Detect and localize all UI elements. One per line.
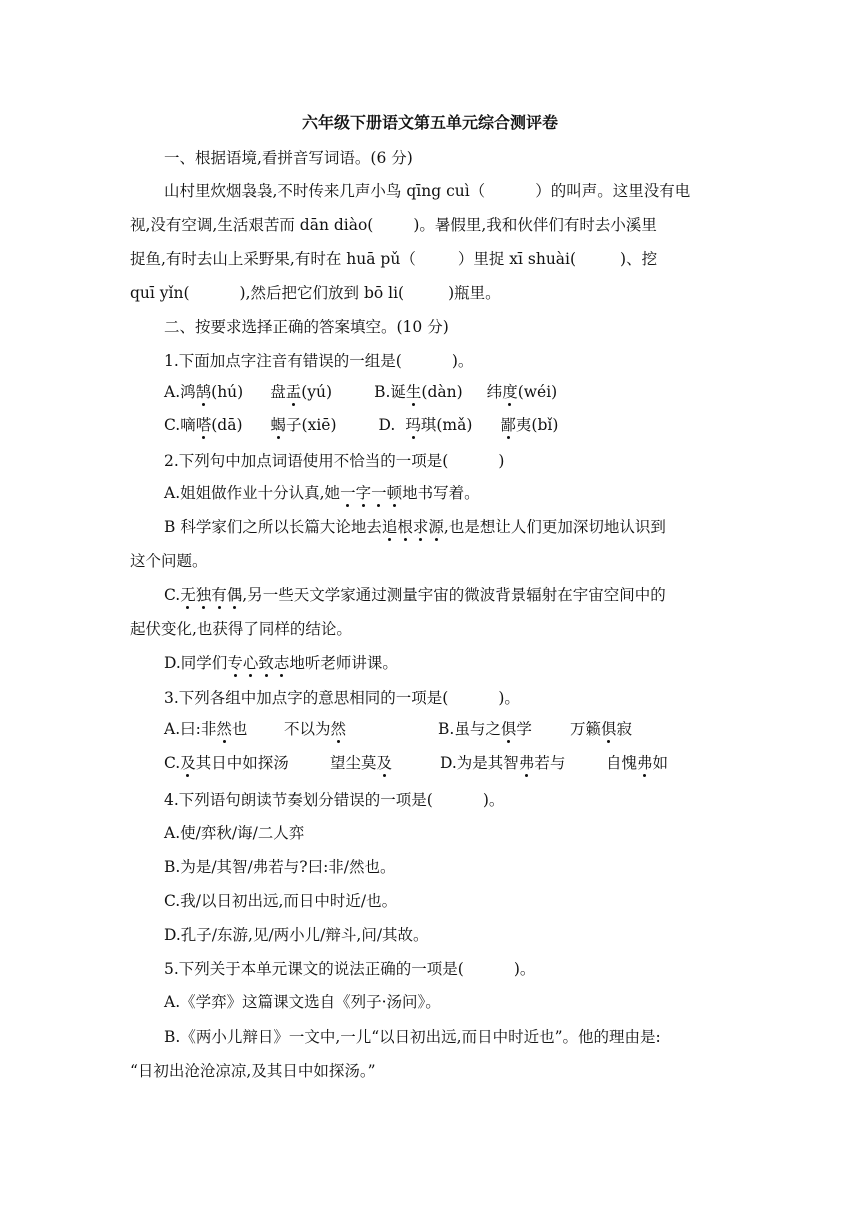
text-run: 视,没有空调,生活艰苦而 dān diào(	[130, 216, 374, 234]
option-b	[374, 381, 463, 403]
dotted-char: 盂	[285, 383, 302, 401]
text-run: B.虽与之	[438, 720, 501, 738]
dotted-char: 专	[227, 654, 243, 672]
q2-option-a	[164, 482, 480, 504]
option-d-2	[606, 752, 668, 774]
dotted-char: 一	[371, 484, 387, 502]
q2-option-b-cont: 这个问题。	[130, 552, 208, 570]
q5-stem	[164, 958, 535, 980]
text-run: 地书写着。	[402, 484, 480, 502]
text-run: (wéi)	[517, 383, 558, 401]
dotted-char: 度	[502, 383, 518, 401]
option-c-2	[271, 414, 337, 436]
section-2-heading: 二、按要求选择正确的答案填空。(10 分)	[164, 318, 449, 336]
text-run: A.姐姐做作业十分认真,她	[164, 484, 341, 502]
text-run: C.	[164, 586, 181, 604]
option-d	[379, 414, 473, 436]
text-run: 也	[231, 720, 248, 738]
q3-options-cd	[164, 752, 668, 774]
text-run: 琪(mǎ)	[420, 416, 473, 434]
text-run: 若与	[534, 754, 566, 772]
text-run: 自愧	[606, 754, 638, 772]
text-run: (hú)	[211, 383, 244, 401]
text-run: B 科学家们之所以长篇大论地去	[164, 518, 382, 536]
text-run: quī yǐn(	[130, 284, 190, 302]
q1-stem	[164, 350, 473, 372]
text-run: C.	[164, 754, 181, 772]
text-run: ,另一些天文学家通过测量宇宙的微波背景辐射在宇宙空间中的	[242, 586, 666, 604]
dotted-char: 蝎	[270, 416, 287, 434]
dotted-char: 俱	[601, 720, 617, 738]
q4-option-a: A.使/弈秋/诲/二人弈	[164, 824, 305, 842]
text-run: )。	[498, 689, 520, 707]
q2-option-b	[164, 516, 666, 538]
text-run: 山村里炊烟袅袅,不时传来几声小鸟 qīng cuì（	[164, 182, 486, 200]
text-run: )瓶里。	[448, 284, 501, 302]
dotted-char: 根	[397, 518, 413, 536]
option-a	[164, 381, 243, 403]
text-run: ）的叫声。这里没有电	[535, 182, 691, 200]
dotted-char: 无	[180, 586, 196, 604]
text-run: 如	[652, 754, 669, 772]
q1-options-ab	[164, 381, 557, 403]
text-run: 盘	[270, 383, 286, 401]
text-run: ),然后把它们放到 bō li(	[239, 284, 405, 302]
dotted-char: 字	[355, 484, 372, 502]
option-b	[438, 718, 570, 740]
doc-title: 六年级下册语文第五单元综合测评卷	[301, 113, 558, 132]
q4-stem	[164, 789, 504, 811]
text-run: 学	[516, 720, 532, 738]
dotted-char: 俱	[500, 720, 517, 738]
dotted-char: 求	[412, 518, 429, 536]
option-d	[440, 752, 606, 774]
text-run: 望尘莫	[330, 754, 377, 772]
s1-line-2	[130, 214, 657, 236]
text-run: A.曰:非	[164, 720, 217, 738]
option-a-2	[284, 718, 438, 740]
dotted-char: 心	[242, 654, 259, 672]
text-run: )	[498, 452, 505, 470]
s1-line-4	[130, 282, 501, 304]
q4-option-c: C.我/以日初出远,而日中时近/也。	[164, 892, 398, 910]
option-c	[164, 414, 243, 436]
dotted-char: 有	[211, 586, 227, 604]
dotted-char: 及	[376, 754, 393, 772]
q1-options-cd	[164, 414, 558, 436]
text-run: 3.下列各组中加点字的意思相同的一项是(	[164, 689, 449, 707]
text-run: )。	[482, 791, 505, 809]
text-run: 不以为	[284, 720, 331, 738]
q2-option-d	[164, 652, 398, 674]
text-run: 寂	[616, 720, 633, 738]
text-run: D.	[378, 416, 396, 434]
dotted-char: 生	[405, 383, 422, 401]
option-c	[164, 752, 330, 774]
q2-stem	[164, 450, 504, 472]
q3-options-ab	[164, 718, 632, 740]
s1-line-1	[164, 180, 690, 202]
text-run: D.同学们	[164, 654, 228, 672]
dotted-char: 源	[428, 518, 444, 536]
text-run: )。	[451, 352, 474, 370]
text-run: C.嘀	[164, 416, 196, 434]
q4-option-b: B.为是/其智/弗若与?曰:非/然也。	[164, 858, 396, 876]
text-run: 捉鱼,有时去山上采野果,有时在 huā pǔ（	[130, 250, 416, 268]
option-b-2	[570, 718, 632, 740]
option-c-2	[330, 752, 440, 774]
dotted-char: 嗒	[195, 416, 212, 434]
option-b-2	[487, 381, 558, 403]
text-run: B.诞	[374, 383, 406, 401]
dotted-char: 志	[273, 654, 290, 672]
dotted-char: 追	[381, 518, 398, 536]
q5-option-a: A.《学弈》这篇课文选自《列子·汤问》。	[164, 993, 441, 1011]
dotted-char: 一	[340, 484, 356, 502]
text-run: )。	[513, 960, 536, 978]
q2-option-c-cont: 起伏变化,也获得了同样的结论。	[130, 620, 352, 638]
text-run: (dàn)	[421, 383, 463, 401]
dotted-char: 及	[180, 754, 196, 772]
q5-option-b-cont: “日初出沧沧凉凉,及其日中如探汤。”	[130, 1062, 376, 1080]
text-run: D.为是其智	[440, 754, 519, 772]
dotted-char: 独	[195, 586, 212, 604]
dotted-char: 然	[330, 720, 347, 738]
dotted-char: 玛	[405, 416, 421, 434]
q4-option-d: D.孔子/东游,见/两小儿/辩斗,问/其故。	[164, 926, 429, 944]
dotted-char: 弗	[637, 754, 653, 772]
text-run: 地听老师讲课。	[289, 654, 398, 672]
text-run: 夷(bǐ)	[515, 416, 559, 434]
text-run: 子(xiē)	[286, 416, 337, 434]
q3-stem	[164, 687, 520, 709]
text-run: 纬	[486, 383, 503, 401]
q5-option-b: B.《两小儿辩日》一文中,一儿“以日初出远,而日中时近也”。他的理由是:	[164, 1028, 661, 1046]
text-run: 万籁	[570, 720, 602, 738]
option-a	[164, 718, 284, 740]
text-run: (yú)	[301, 383, 333, 401]
text-run: (dā)	[211, 416, 243, 434]
dotted-char: 致	[258, 654, 274, 672]
text-run: 2.下列句中加点词语使用不恰当的一项是(	[164, 452, 449, 470]
dotted-char: 鄙	[500, 416, 516, 434]
dotted-char: 偶	[226, 586, 243, 604]
text-run: ）里捉 xī shuài(	[457, 250, 577, 268]
q2-option-c	[164, 584, 666, 606]
text-run: ,也是想让人们更加深切地认识到	[443, 518, 666, 536]
section-1-heading: 一、根据语境,看拼音写词语。(6 分)	[164, 149, 413, 167]
option-a-2	[270, 381, 332, 403]
dotted-char: 鹄	[195, 383, 212, 401]
text-run: )。暑假里,我和伙伴们有时去小溪里	[413, 216, 657, 234]
text-run: )、挖	[620, 250, 658, 268]
option-d-2	[500, 414, 558, 436]
text-run: 其日中如探汤	[195, 754, 289, 772]
dotted-char: 顿	[386, 484, 403, 502]
text-run: A.鸿	[164, 383, 196, 401]
dotted-char: 然	[216, 720, 232, 738]
text-run: 5.下列关于本单元课文的说法正确的一项是(	[164, 960, 464, 978]
dotted-char: 弗	[518, 754, 535, 772]
text-run: 4.下列语句朗读节奏划分错误的一项是(	[164, 791, 433, 809]
s1-line-3	[130, 248, 657, 270]
text-run: 1.下面加点字注音有错误的一组是(	[164, 352, 402, 370]
